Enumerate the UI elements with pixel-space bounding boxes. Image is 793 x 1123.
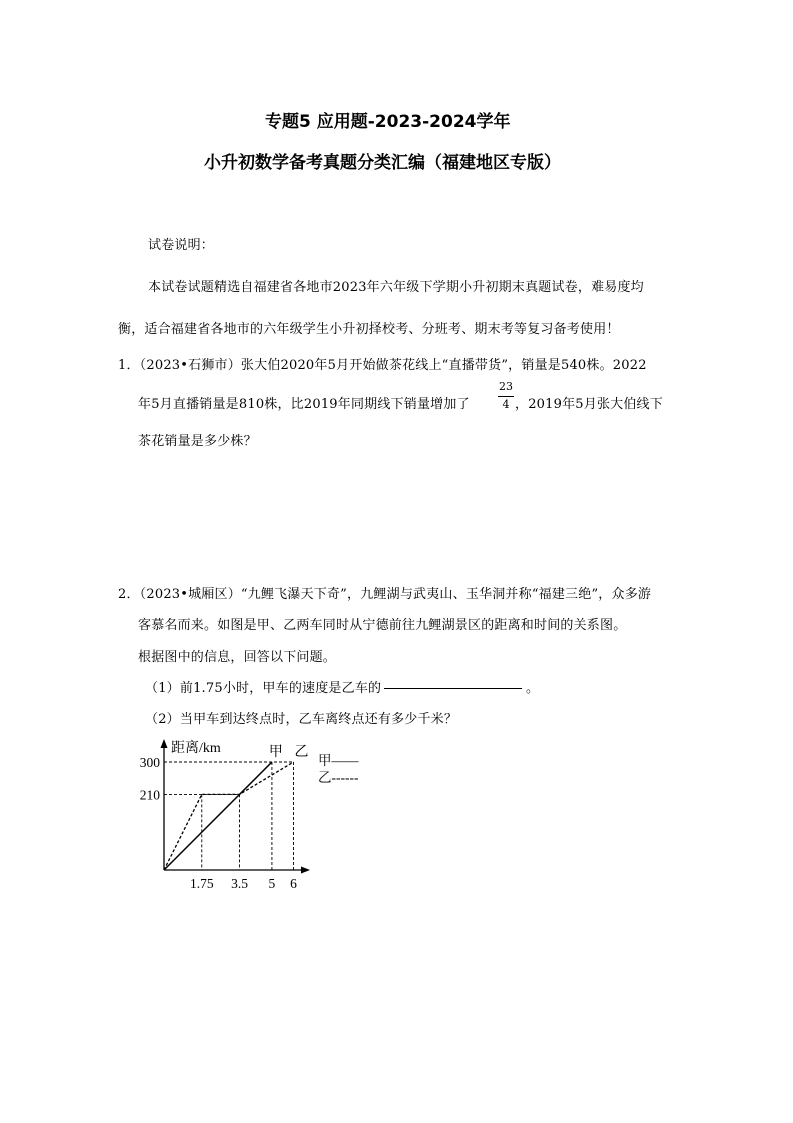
legend-entry-yi: 乙------ — [318, 770, 359, 785]
q2-line-1: 2．（2023•城厢区）“九鲤飞瀑天下奇”，九鲤湖与武夷山、玉华洞并称“福建三绝”，众多游 — [118, 587, 652, 602]
q1-line-2a: 年5月直播销量是810株，比2019年同期线下销量增加了 — [138, 397, 470, 412]
y-tick-label-300: 300 — [139, 755, 160, 770]
intro-heading: 试卷说明： — [148, 238, 215, 253]
q1-fraction-bar — [498, 396, 514, 397]
q2-sub-1-end: 。 — [526, 681, 540, 696]
q1-fraction-numerator: 23 — [499, 380, 513, 393]
q2-line-3: 根据图中的信息，回答以下问题。 — [138, 650, 337, 665]
x-tick-label-6: 6 — [290, 876, 297, 891]
title-line-1: 专题5 应用题-2023-2024学年 — [265, 112, 511, 132]
q2-sub-1: （1）前1.75小时，甲车的速度是乙车的 — [145, 681, 382, 696]
intro-line-2: 衡，适合福建省各地市的六年级学生小升初择校考、分班考、期末考等复习备考使用！ — [118, 322, 620, 337]
x-tick-label-5: 5 — [268, 876, 276, 891]
x-axis-arrow — [301, 867, 310, 874]
series-label-yi: 乙 — [294, 745, 309, 760]
q1-line-3: 茶花销量是多少株？ — [138, 434, 257, 449]
legend-entry-jia: 甲—— — [318, 753, 359, 768]
series-line-jia — [164, 762, 272, 870]
q2-sub-2: （2）当甲车到达终点时，乙车离终点还有多少千米？ — [145, 712, 458, 727]
q1-fraction-denominator: 4 — [502, 398, 510, 411]
y-axis-arrow — [161, 739, 168, 748]
q1-line-1: 1．（2023•石狮市）张大伯2020年5月开始做茶花线上“直播带货”，销量是540株。2022 — [118, 358, 647, 373]
intro-line-1: 本试卷试题精选自福建省各地市2023年六年级下学期小升初期末真题试卷，难易度均 — [148, 280, 644, 295]
x-tick-label-3.5: 3.5 — [231, 876, 248, 891]
y-axis-label: 距离/km — [171, 741, 221, 756]
q2-line-2: 客慕名而来。如图是甲、乙两车同时从宁德前往九鲤湖景区的距离和时间的关系图。 — [138, 618, 627, 633]
q2-answer-blank[interactable] — [384, 688, 522, 689]
q1-line-2b: ，2019年5月张大伯线下 — [515, 397, 663, 412]
y-tick-label-210: 210 — [139, 787, 160, 803]
series-line-yi — [164, 762, 294, 870]
series-label-jia: 甲 — [268, 745, 283, 760]
x-tick-label-1.75: 1.75 — [189, 876, 214, 891]
title-line-2: 小升初数学备考真题分类汇编（福建地区专版） — [204, 153, 561, 173]
